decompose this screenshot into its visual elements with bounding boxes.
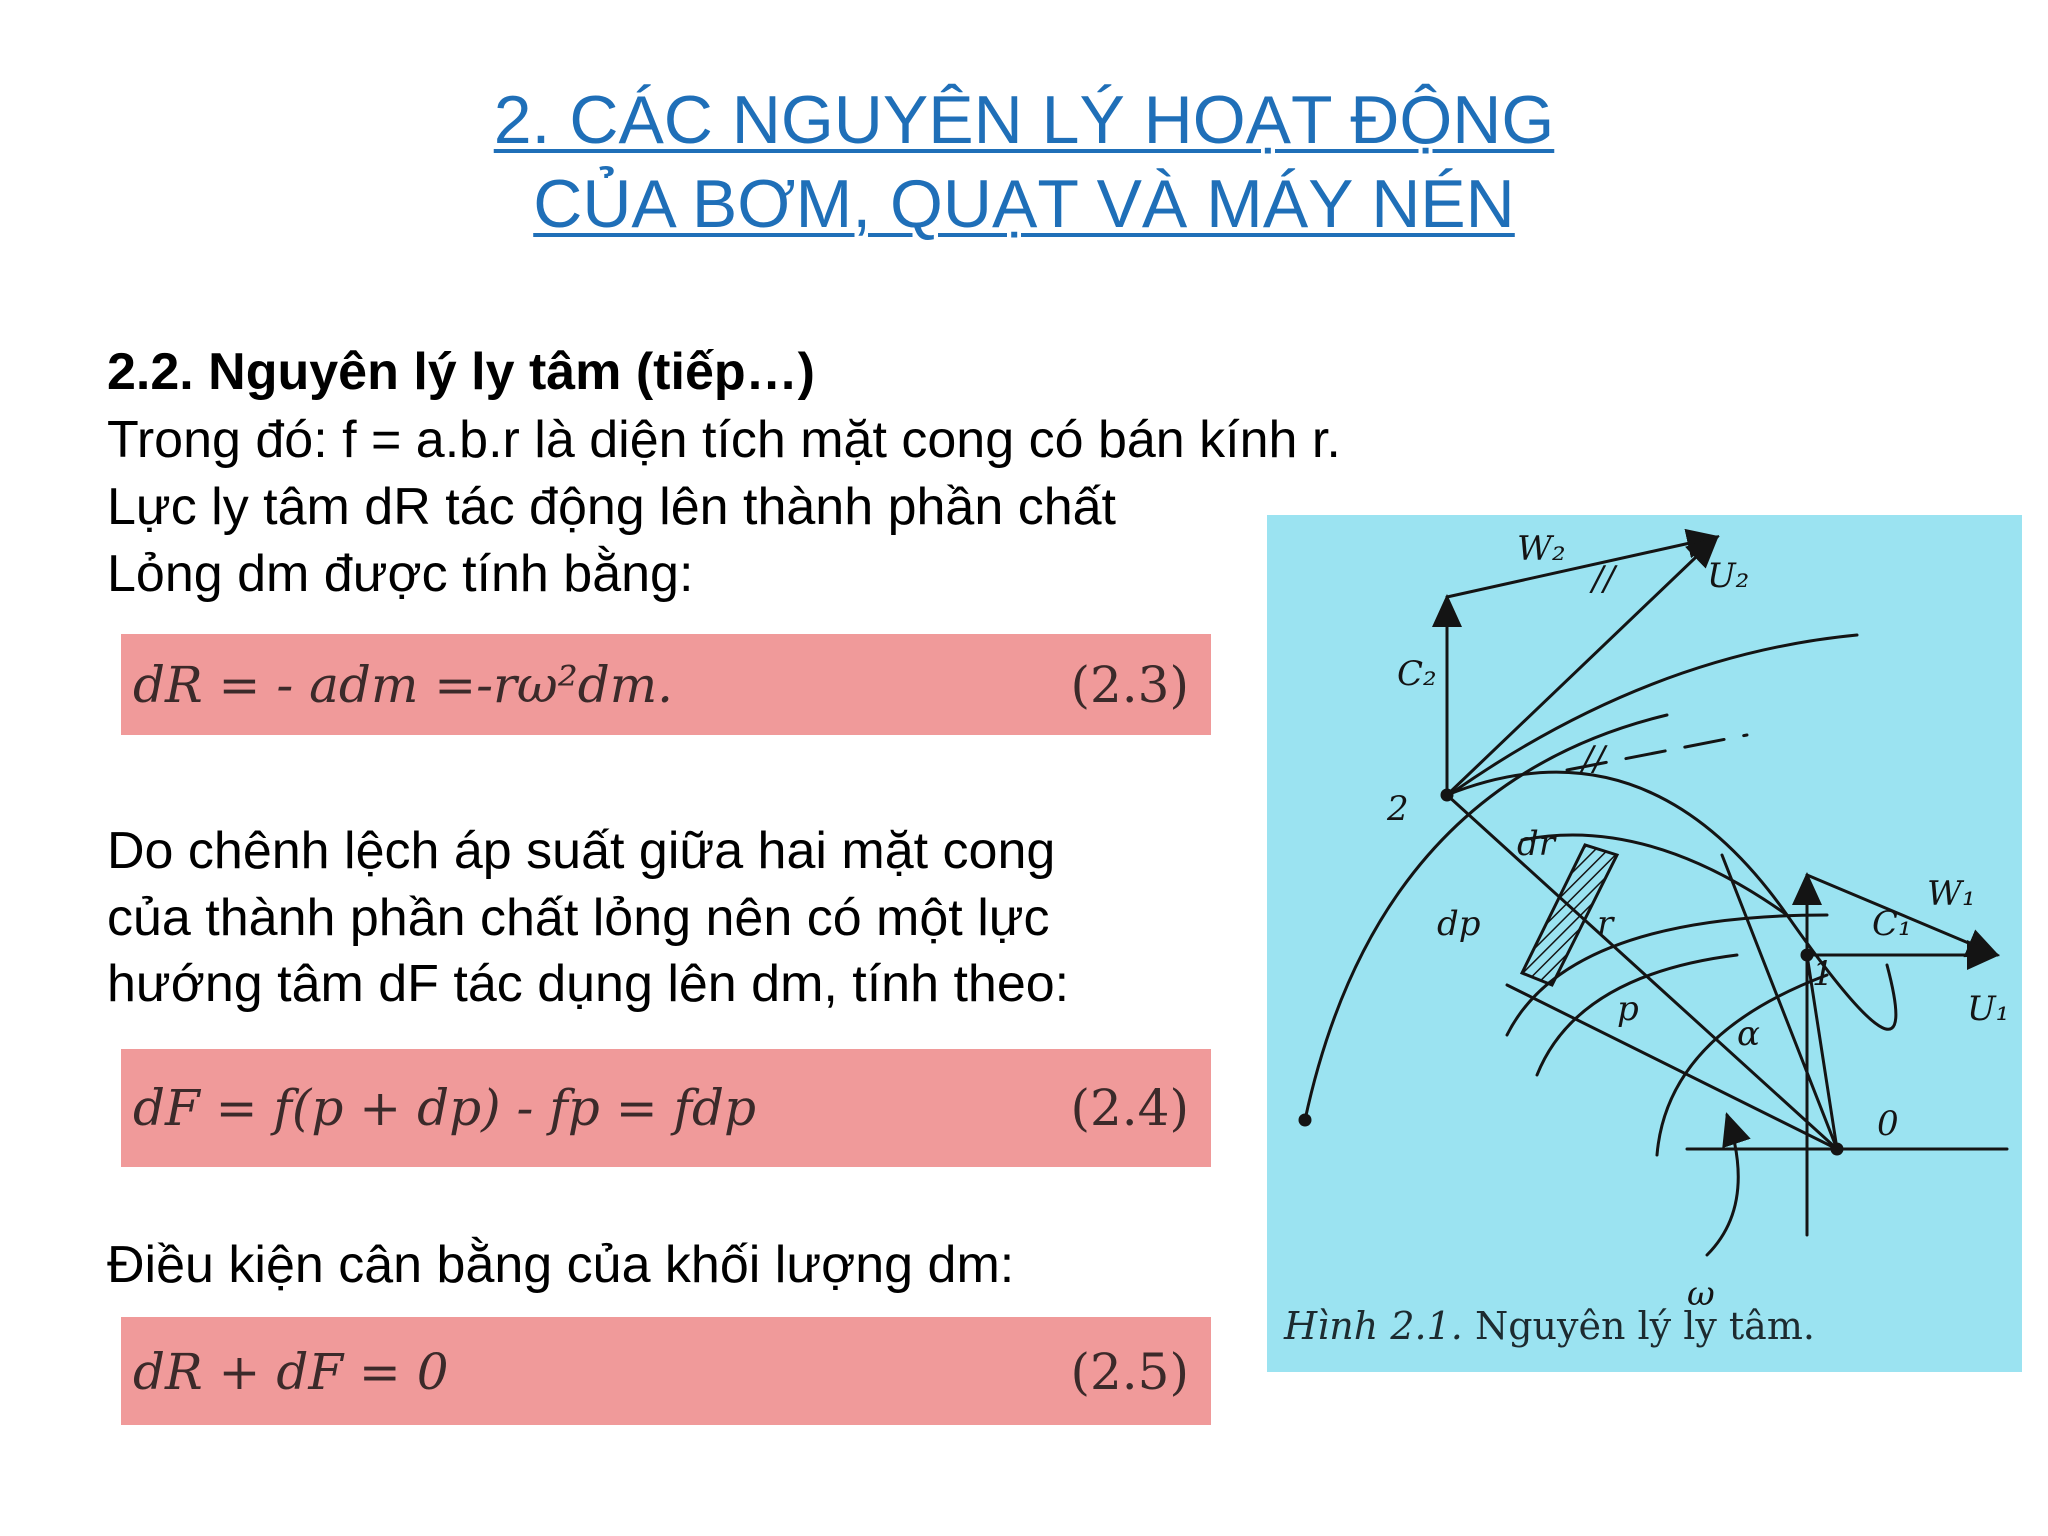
centrifugal-principle-figure [1267, 515, 2022, 1372]
parallel-mark: // [1592, 559, 1615, 599]
slide-title-line1: 2. CÁC NGUYÊN LÝ HOẠT ĐỘNG [493, 82, 1555, 158]
dr-label: dr [1517, 824, 1556, 864]
parallel-mark: // [1582, 739, 1605, 779]
slide-title [0, 78, 2048, 246]
equation-2-3 [121, 634, 1211, 735]
point-2-label: 2 [1387, 789, 1409, 829]
radius-line [1447, 795, 1837, 1149]
outer-blade-arc [1449, 635, 1857, 795]
r-label: r [1597, 904, 1614, 944]
u2-label: U₂ [1707, 556, 1750, 596]
figure-caption [1284, 1304, 1815, 1348]
body-text-line: Do chênh lệch áp suất giữa hai mặt cong [107, 822, 1056, 880]
body-text-line: Điều kiện cân bằng của khối lượng dm: [107, 1236, 1015, 1294]
impeller-diagram [1267, 515, 2022, 1372]
small-inner-arc [1657, 975, 1827, 1155]
body-text-line: Lỏng dm được tính bằng: [107, 545, 694, 603]
omega-label: ω [1687, 1274, 1715, 1314]
body-text-line: hướng tâm dF tác dụng lên dm, tính theo: [107, 955, 1070, 1013]
equation-2-5 [121, 1317, 1211, 1425]
radius-line [1722, 855, 1837, 1149]
alpha-label: α [1737, 1014, 1760, 1054]
w2-label: W₂ [1517, 529, 1566, 569]
w2-vector [1447, 537, 1717, 597]
point-1-label: 1 [1812, 954, 1834, 994]
origin-label: 0 [1877, 1104, 1899, 1144]
body-text-line: Lực ly tâm dR tác động lên thành phần chất [107, 478, 1116, 536]
section-heading: 2.2. Nguyên lý ly tâm (tiếp…) [107, 343, 815, 401]
body-text-line: của thành phần chất lỏng nên có một lực [107, 889, 1050, 947]
omega-arrow [1707, 1115, 1738, 1255]
equation-number: (2.4) [1070, 1079, 1189, 1137]
equation-expression: dR = - adm =-rω²dm. [133, 656, 674, 714]
figure-caption-prefix: Hình 2.1. [1284, 1304, 1463, 1348]
c1-label: C₁ [1872, 904, 1912, 944]
radius-line [1507, 985, 1837, 1149]
equation-number: (2.3) [1070, 656, 1189, 714]
w1-label: W₁ [1927, 874, 1976, 914]
u1-label: U₁ [1967, 989, 2010, 1029]
p-label: p [1617, 989, 1639, 1029]
equation-expression: dR + dF = 0 [133, 1343, 449, 1401]
figure-caption-text: Nguyên lý ly tâm. [1474, 1304, 1815, 1348]
equation-expression: dF = f(p + dp) - fp = fdp [133, 1079, 756, 1137]
equation-number: (2.5) [1070, 1343, 1189, 1401]
c2-label: C₂ [1397, 654, 1437, 694]
equation-2-4 [121, 1049, 1211, 1167]
body-text-line: Trong đó: f = a.b.r là diện tích mặt cong có bán kính r. [107, 411, 1341, 469]
dp-label: dp [1437, 904, 1481, 944]
slide-title-line2: CỦA BƠM, QUẠT VÀ MÁY NÉN [533, 166, 1515, 242]
